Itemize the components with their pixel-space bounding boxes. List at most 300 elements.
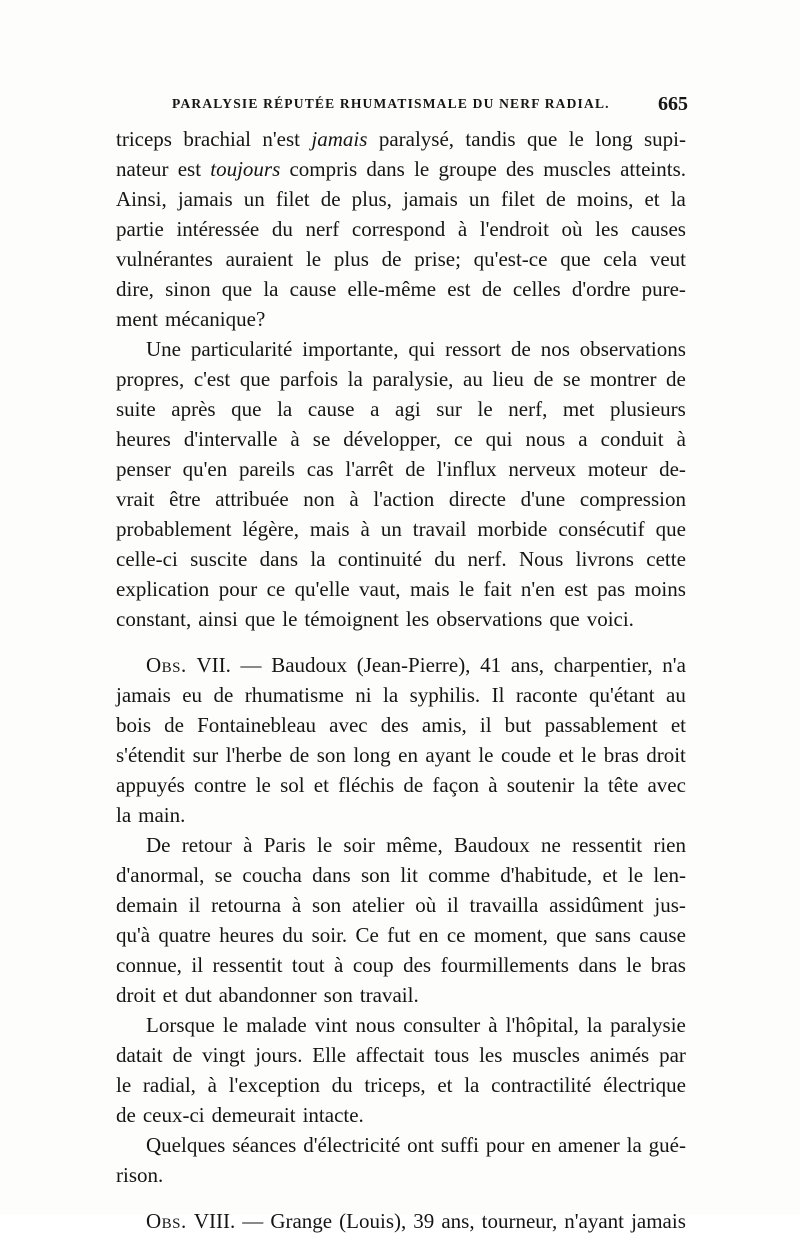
word: le (477, 397, 493, 421)
word: du (271, 217, 293, 241)
word: attribuée (215, 487, 289, 511)
word: 39 (413, 1209, 435, 1233)
word: l'exception (228, 1073, 320, 1097)
word: que (560, 247, 591, 271)
word: lieu (492, 367, 524, 391)
word: Fontainebleau (197, 713, 317, 737)
word: à (291, 893, 302, 917)
word: rhumatisme (244, 683, 344, 707)
word: main. (138, 803, 186, 827)
word: ainsi (198, 607, 238, 631)
word: à (207, 1073, 217, 1097)
word: n'est (262, 127, 301, 151)
text-line (116, 604, 686, 634)
word: qu'est-ce (473, 247, 548, 271)
word: Obs. (146, 653, 187, 677)
word: len- (653, 863, 686, 887)
word: Ainsi, (116, 187, 167, 211)
word: retour (181, 833, 232, 857)
word: 41 (480, 653, 502, 677)
text-line (116, 1010, 686, 1040)
word: groupe (438, 157, 497, 181)
word: et (437, 1073, 453, 1097)
word: soir. (311, 923, 348, 947)
word: que (239, 367, 271, 391)
word: la (277, 397, 293, 421)
word: ni (355, 683, 372, 707)
word: rison. (116, 1163, 164, 1187)
word: qui (485, 427, 513, 451)
word: causes (631, 217, 686, 241)
word: plus (333, 247, 369, 271)
word: affectait (355, 1043, 425, 1067)
word: que (549, 607, 580, 631)
word: observations (436, 607, 543, 631)
word: Baudoux (453, 833, 530, 857)
word: en (418, 923, 439, 947)
word: droit (646, 743, 686, 767)
text-line (116, 1160, 686, 1190)
word: dans (578, 953, 617, 977)
word: paralysie (610, 1013, 686, 1037)
word: conduit (600, 427, 664, 451)
word: des (403, 953, 432, 977)
word: Obs. (146, 1209, 187, 1233)
word: long (353, 743, 391, 767)
word: l'arrêt (345, 457, 394, 481)
word: sol (280, 773, 305, 797)
word: dut (184, 983, 212, 1007)
word: propres, (116, 367, 185, 391)
word: nerf, (508, 397, 548, 421)
word: n'ayant (564, 1209, 625, 1233)
text-line (116, 650, 686, 680)
word: cette (646, 547, 686, 571)
word: développer, (343, 427, 441, 451)
word: jus- (654, 893, 686, 917)
word: le (459, 577, 475, 601)
word: jamais (177, 187, 233, 211)
word: Grange (270, 1209, 333, 1233)
text-line (116, 770, 686, 800)
word: du (434, 547, 456, 571)
word: la (383, 683, 399, 707)
word: nerf (305, 217, 340, 241)
word: est (177, 157, 202, 181)
word: contractilité (491, 1073, 592, 1097)
word: s'étendit (116, 743, 186, 767)
word: à (457, 217, 468, 241)
word: le (414, 157, 430, 181)
word: à (334, 953, 344, 977)
word: de (533, 367, 554, 391)
word: de (403, 773, 424, 797)
word: la (347, 367, 363, 391)
word: Baudoux (271, 653, 348, 677)
word: rien (653, 833, 686, 857)
word: ceux-ci (142, 1103, 205, 1127)
word: l'endroit (479, 217, 549, 241)
word: par (659, 1043, 686, 1067)
word: des (506, 157, 534, 181)
word: séances (232, 1133, 297, 1157)
word: à (290, 427, 300, 451)
word: ayant (425, 743, 471, 767)
word: nerveux (508, 457, 577, 481)
word: Ce (355, 923, 379, 947)
word: Une (146, 337, 181, 361)
word: brachial (183, 127, 251, 151)
paragraph (116, 1130, 686, 1190)
word: la (626, 1133, 642, 1157)
word: son (323, 983, 353, 1007)
word: triceps, (364, 1073, 426, 1097)
word: au (666, 683, 686, 707)
word: ne (541, 833, 561, 857)
word: le (568, 127, 584, 151)
word: plus, (351, 187, 392, 211)
text-line (116, 484, 686, 514)
word: est (564, 577, 588, 601)
word: coude (500, 743, 552, 767)
word: que (221, 277, 253, 301)
word: ce (266, 577, 286, 601)
word: appuyés (116, 773, 185, 797)
word: fourmillements (440, 953, 569, 977)
word: Quelques (146, 1133, 226, 1157)
word: long (595, 127, 633, 151)
text-line (116, 1040, 686, 1070)
word: toujours (210, 157, 281, 181)
word: le (305, 247, 322, 271)
word: consécutif (558, 517, 645, 541)
word: que (244, 607, 276, 631)
word: De (146, 833, 171, 857)
word: pareils (238, 457, 295, 481)
page-number: 665 (658, 93, 688, 115)
word: a (370, 397, 380, 421)
word: met (562, 397, 595, 421)
word: supi- (643, 127, 686, 151)
word: Lorsque (146, 1013, 215, 1037)
text-line (116, 710, 686, 740)
word: en (398, 743, 418, 767)
word: passablement (544, 713, 658, 737)
word: le (316, 833, 333, 857)
word: pour (218, 577, 258, 601)
word: à (243, 833, 253, 857)
word: légère, (242, 517, 299, 541)
word: la (116, 803, 132, 827)
word: de (405, 457, 426, 481)
word: à (349, 487, 359, 511)
word: du (282, 923, 304, 947)
word: la (310, 547, 326, 571)
word: penser (116, 457, 171, 481)
word: veut (649, 247, 686, 271)
word: sans (594, 923, 631, 947)
word: vulnérantes (116, 247, 213, 271)
word: de (545, 187, 566, 211)
text-line (116, 424, 686, 454)
word: même, (386, 833, 443, 857)
word: de (116, 1103, 136, 1127)
word: le (116, 1073, 132, 1097)
word: eu (182, 683, 203, 707)
word: tête (607, 773, 639, 797)
word: intacte. (302, 1103, 364, 1127)
word: syphilis. (409, 683, 481, 707)
word: les (595, 217, 619, 241)
word: elle-même (347, 277, 437, 301)
word: de (510, 337, 531, 361)
text-line (116, 800, 686, 830)
word: c'est (193, 367, 231, 391)
word: après (171, 397, 216, 421)
body-text (116, 124, 686, 1236)
word: dans (366, 157, 405, 181)
word: d'ordre (571, 277, 631, 301)
word: mais (409, 577, 450, 601)
word: muscles (512, 1043, 580, 1067)
word: voici. (586, 607, 634, 631)
word: agi (395, 397, 421, 421)
paragraph (116, 334, 686, 634)
word: fléchis (338, 773, 395, 797)
word: dans (312, 863, 351, 887)
word: nous (355, 1013, 396, 1037)
text-line (116, 890, 686, 920)
word: à (676, 427, 686, 451)
word: prise; (414, 247, 461, 271)
page-header (172, 93, 688, 124)
word: tourneur, (481, 1209, 558, 1233)
word: le (282, 607, 298, 631)
word: datait (116, 1043, 163, 1067)
word: jamais (311, 127, 368, 151)
word: ce (446, 923, 466, 947)
word: raconte (515, 683, 578, 707)
word: parfois (279, 367, 339, 391)
word: vrait (116, 487, 155, 511)
word: (Jean-Pierre), (356, 653, 471, 677)
word: explication (116, 577, 210, 601)
word: livrons (575, 547, 634, 571)
word: à (488, 773, 498, 797)
text-line (116, 244, 686, 274)
word: des (380, 713, 409, 737)
word: suffi (440, 1133, 479, 1157)
paragraph (116, 830, 686, 1010)
word: nerf. (467, 547, 507, 571)
word: fait (483, 577, 512, 601)
word: n'en (520, 577, 556, 601)
word: les (405, 607, 430, 631)
text-line (116, 364, 686, 394)
word: ressentit (212, 953, 283, 977)
word: moment, (473, 923, 548, 947)
word: ont (407, 1133, 434, 1157)
word: connue, (116, 953, 182, 977)
word: correspond (351, 217, 446, 241)
word: quatre (158, 923, 211, 947)
word: moins, (576, 187, 634, 211)
text-line (116, 1206, 686, 1236)
text-line (116, 950, 686, 980)
word: ressentit (572, 833, 643, 857)
word: animés (589, 1043, 650, 1067)
word: l'herbe (225, 743, 282, 767)
word: particularité (190, 337, 293, 361)
word: abandonner (218, 983, 317, 1007)
word: compris (289, 157, 358, 181)
text-line (116, 1070, 686, 1100)
word: qu'elle (294, 577, 350, 601)
word: mais (309, 517, 350, 541)
word: à (488, 1013, 498, 1037)
word: le (627, 863, 644, 887)
word: de (666, 367, 686, 391)
word: cause (639, 923, 686, 947)
word: de (213, 683, 234, 707)
word: que (556, 923, 587, 947)
word: constant, (116, 607, 192, 631)
word: nous (525, 427, 566, 451)
word: être (169, 487, 201, 511)
word: et (313, 773, 329, 797)
word: que (231, 397, 262, 421)
word: son (360, 863, 391, 887)
word: moteur (587, 457, 648, 481)
word: dans (259, 547, 299, 571)
word: jamais (631, 1209, 686, 1233)
word: et (670, 713, 686, 737)
word: lit (400, 863, 418, 887)
word: ans, (510, 653, 545, 677)
text-line (116, 124, 686, 154)
word: droit (116, 983, 156, 1007)
word: jamais (402, 187, 458, 211)
word: la (586, 1013, 603, 1037)
word: heures (116, 427, 171, 451)
word: d'une (520, 487, 566, 511)
word: nateur (116, 157, 169, 181)
word: et (162, 983, 178, 1007)
word: travail. (359, 983, 419, 1007)
word: où (415, 893, 437, 917)
word: sur (192, 743, 219, 767)
word: d'intervalle (183, 427, 278, 451)
text-line (116, 544, 686, 574)
text-line (116, 920, 686, 950)
word: travail (412, 517, 467, 541)
text-line (116, 860, 686, 890)
word: il (191, 953, 204, 977)
word: demain (116, 893, 178, 917)
text-line (116, 1100, 686, 1130)
word: qu'étant (589, 683, 655, 707)
word: paralysé, (378, 127, 455, 151)
word: la (583, 773, 599, 797)
word: coucha (242, 863, 302, 887)
word: vaut, (359, 577, 401, 601)
word: du (331, 1073, 353, 1097)
word: a (578, 427, 588, 451)
word: se (562, 367, 581, 391)
word: ressort (445, 337, 502, 361)
word: l'hôpital, (505, 1013, 579, 1037)
word: que (526, 127, 558, 151)
word: muscles (543, 157, 611, 181)
word: vingt (202, 1043, 246, 1067)
word: de (289, 743, 310, 767)
word: la (464, 1073, 480, 1097)
word: plusieurs (610, 397, 686, 421)
word: un (380, 517, 402, 541)
word: ment (116, 307, 158, 331)
word: qu'à (116, 923, 151, 947)
word: atteints. (620, 157, 686, 181)
text-line (116, 214, 686, 244)
word: ans, (441, 1209, 475, 1233)
word: non (303, 487, 335, 511)
word: il (447, 893, 459, 917)
word: pure- (641, 277, 686, 301)
word: atelier (351, 893, 405, 917)
word: filet (275, 187, 310, 211)
word: électrique (603, 1073, 686, 1097)
word: le (255, 773, 271, 797)
word: où (561, 217, 583, 241)
word: montrer (589, 367, 657, 391)
word: en (531, 1133, 552, 1157)
word: morbide (477, 517, 548, 541)
text-line (116, 334, 686, 364)
word: filet (500, 187, 535, 211)
word: et (558, 743, 574, 767)
word: cause (289, 277, 337, 301)
word: son (311, 893, 342, 917)
word: la (670, 187, 686, 211)
word: moins (634, 577, 686, 601)
word: celles (512, 277, 561, 301)
word: demeurait (211, 1103, 296, 1127)
word: cause (307, 397, 355, 421)
word: amener (557, 1133, 620, 1157)
word: de (320, 187, 341, 211)
word: de (172, 1043, 193, 1067)
word: malade (246, 1013, 307, 1037)
word: qui (408, 337, 436, 361)
word: soutenir (506, 773, 575, 797)
word: est (447, 277, 471, 301)
word: tous (434, 1043, 470, 1067)
word: n'a (662, 653, 686, 677)
word: heures (219, 923, 274, 947)
word: l'action (373, 487, 435, 511)
word: jours. (255, 1043, 303, 1067)
word: gué- (648, 1133, 686, 1157)
word: le (478, 743, 494, 767)
word: partie (116, 217, 164, 241)
word: il (479, 713, 492, 737)
word: le (222, 1013, 239, 1037)
word: d'habitude, (500, 863, 593, 887)
word: avec (329, 713, 368, 737)
word: que (655, 517, 686, 541)
word: bras (603, 743, 639, 767)
word: VII. (196, 653, 231, 677)
